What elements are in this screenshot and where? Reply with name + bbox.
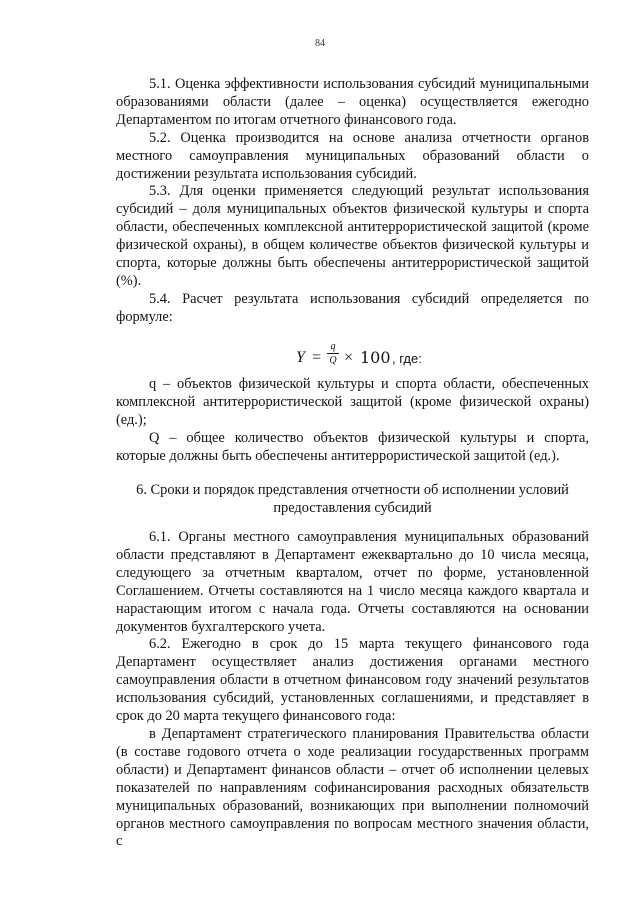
paragraph-5-1: 5.1. Оценка эффективности использования субсидий муниципальными образованиями области (далее – оценка) осуществляется ежегодно Департаментом по итогам отчетного финансового года. — [116, 76, 589, 128]
formula-fraction-bar — [327, 353, 339, 354]
formula-numerator: q — [330, 341, 336, 352]
paragraph-5-3: 5.3. Для оценки применяется следующий результат использования субсидий – доля муниципальных объектов физической культуры и спорта области, обеспеченных комплексной антитеррористической защитой (кроме физической охраны), в общем количестве объектов физической культуры и спорта, которые должны быть обеспечены антитеррористической защитой (%). — [116, 183, 589, 289]
paragraph-6-2: 6.2. Ежегодно в срок до 15 марта текущего финансового года Департамент осуществляет анализ достижения органами местного самоуправления области в отчетном финансовом году значений результатов использования субсидий, установленных соглашениями, и представляет в срок до 20 марта текущего финансового года: — [116, 636, 589, 725]
definition-Q: Q – общее количество объектов физической культуры и спорта, которые должны быть обеспечены антитеррористической защитой (ед.). — [116, 429, 589, 464]
formula-equals: = — [312, 349, 322, 366]
paragraph-6-2-recipient: в Департамент стратегического планирования Правительства области (в составе годового отчета о ходе реализации государственных программ области) и Департамент финансов области – отчет об исполнении целевых показателей по направлениям софинансирования расходных обязательств муниципальных образований, возникающих при выполнении полномочий органов местного самоуправления по вопросам местного значения области, с — [116, 725, 589, 850]
section-5-body — [116, 76, 589, 327]
paragraph-5-4: 5.4. Расчет результата использования субсидий определяется по формуле: — [116, 290, 589, 325]
formula — [296, 341, 496, 373]
page-number: 84 — [315, 38, 325, 49]
formula-definitions — [116, 376, 589, 466]
section-6-body — [116, 529, 589, 851]
formula-fraction — [327, 341, 339, 366]
formula-denominator: Q — [329, 355, 337, 366]
section-6-title: 6. Сроки и порядок представления отчетности об исполнении условий предоставления субсидий — [136, 482, 569, 516]
formula-suffix: , где: — [392, 351, 422, 366]
formula-lhs: Y — [296, 349, 305, 366]
paragraph-6-1: 6.1. Органы местного самоуправления муниципальных образований области представляют в Департамент ежеквартально до 10 числа месяца, следующего за отчетным кварталом, отчет по форме, установленной Соглашением. Отчеты составляются на 1 число месяца каждого квартала и нарастающим итогом с начала года. Отчеты составляются на основании документов бухгалтерского учета. — [116, 529, 589, 635]
formula-times: × — [344, 349, 354, 366]
formula-factor: 100 — [360, 348, 391, 367]
definition-q: q – объектов физической культуры и спорта области, обеспеченных комплексной антитеррористической защитой (кроме физической охраны) (ед.); — [116, 376, 589, 428]
paragraph-5-2: 5.2. Оценка производится на основе анализа отчетности органов местного самоуправления муниципальных образований области о достижении результата использования субсидий. — [116, 129, 589, 182]
